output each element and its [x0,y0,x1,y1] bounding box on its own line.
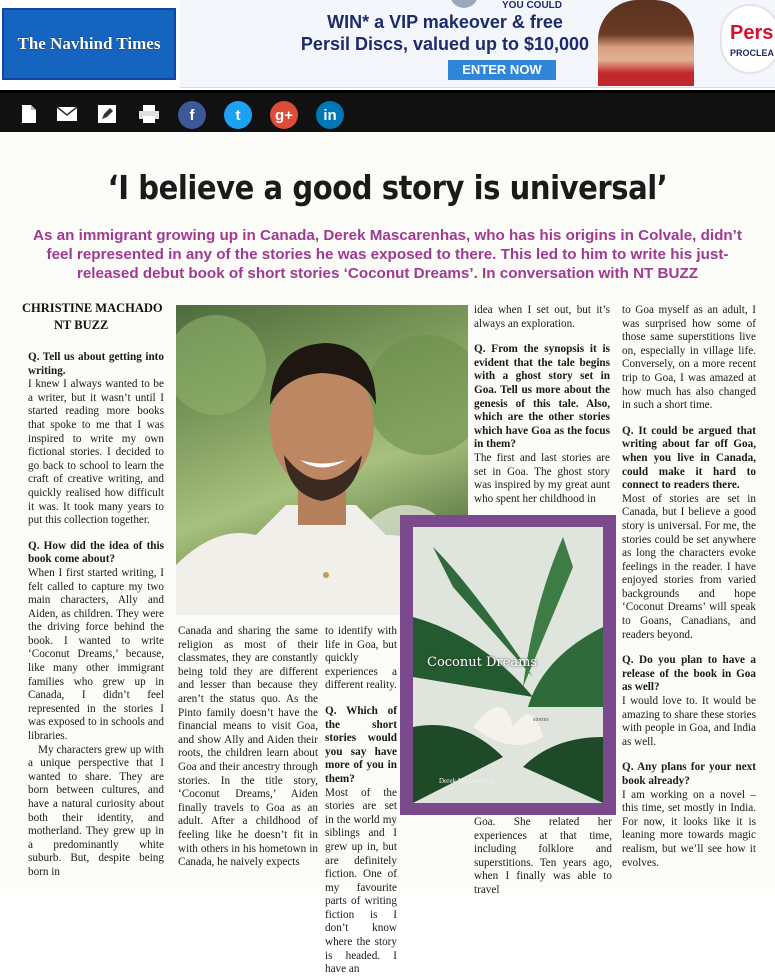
article-column-4 [474,304,610,506]
answer: My characters grew up with a unique perspective that I wanted to share. They are born between cultures, and have a natural curiosity about both their identity, and motherland. They grew up in a predominantly white suburb. But, despite being born in [28,743,164,878]
googleplus-share-button[interactable] [270,101,298,129]
article-column-2 [178,625,318,870]
linkedin-share-button[interactable] [316,101,344,129]
share-toolbar [0,90,775,132]
pencil-icon[interactable] [96,101,118,127]
linkedin-icon: in [323,106,337,124]
ad-headline-1: WIN* a VIP makeover & free [327,12,563,32]
answer: I knew I always wanted to be a writer, but it wasn’t until I started reading more books that spoke to me that I was inspired to write my own fictional stories. I decided to go back to school to learn the craft of creative writing, and quickly realised how difficult it was. It took many years to put this collection together. [28,378,164,527]
question: Q. How did the idea of this book come about? [28,539,164,566]
answer: to Goa myself as an adult, I was surprised how some of those same superstitions live on, especially in village life. Conversely, on a more recent trip to Goa, I was amazed at how much has also changed in such a short time. [622,304,756,412]
answer: I am working on a novel – this time, set mostly in India. For now, it looks like it is leaning more towards magic realism, but we’ll see how it evolves. [622,788,756,869]
twitter-icon: t [235,106,241,124]
question: Q. It could be argued that writing about far off Goa, when you live in Canada, could make it hard to connect to readers there. [622,424,756,492]
ad-brand-name: Pers [730,22,774,44]
answer: Most of the stories are set in the world my siblings and I grew up in, but are definitely fiction. One of my favourite parts of writing fiction is I don’t know where the story is headed. I have an [325,786,397,976]
byline [22,300,172,334]
mail-icon[interactable] [56,101,78,127]
advertisement[interactable] [180,0,775,88]
article-headline: ‘I believe a good story is universal’ [107,168,668,207]
byline-section: NT BUZZ [54,318,109,332]
newspaper-logo[interactable] [2,8,176,80]
twitter-share-button[interactable] [224,101,252,129]
question: Q. From the synopsis it is evident that the tale begins with a ghost story set in Goa. Tell us more about the genesis of this tale. Also, which are the other stories which have Goa as the focus in them? [474,343,610,451]
answer: The first and last stories are set in Goa. The ghost story was inspired by my great aunt who spent her childhood in [474,451,610,505]
book-label: stories [533,717,549,723]
answer: to identify with life in Goa, but quickly experiences a different reality. [325,625,397,692]
article-column-1 [28,351,164,880]
article-standfirst: As an immigrant growing up in Canada, Derek Mascarenhas, who has his origins in Colvale, didn’t feel represented in any of the stories he was exposed to there. This led to him to write his just-released debut book of short stories ‘Coconut Dreams’. In conversation with NT BUZZ [33,227,742,282]
book-cover-image [400,515,616,815]
ad-enter-button[interactable]: ENTER NOW [448,60,556,80]
print-icon[interactable] [138,101,160,127]
answer: idea when I set out, but it’s always an exploration. [474,304,610,330]
book-cover [413,527,603,803]
book-author: Derek Mascarenhas [439,777,495,785]
logo-text: The Navhind Times [17,34,161,53]
article-column-5 [622,304,756,870]
question: Q. Do you plan to have a release of the book in Goa as well? [622,654,756,694]
question: Q. Tell us about getting into writing. [28,351,164,377]
ad-model-image [598,0,694,86]
ad-kicker: YOU COULD [502,0,562,11]
facebook-icon: f [189,106,195,124]
ad-brand-tag: PROCLEA [730,48,775,58]
book-title: Coconut Dreams [427,655,538,670]
answer: When I first started writing, I felt called to capture my two main characters, Ally and Aiden, as children. They were the driving force behind the book. I wanted to write ‘Coconut Dreams,’ because, like many other immigrant families who grew up in Canada, I didn’t feel represented in the stories I was exposed to in schools and libraries. [28,566,164,743]
top-banner [0,0,775,90]
ad-brand-logo [720,4,775,74]
answer: I would love to. It would be amazing to share these stories with people in Goa, and India as well. [622,695,756,748]
page-icon[interactable] [18,101,40,127]
googleplus-icon: g+ [275,106,293,124]
answer: Most of stories are set in Canada, but I believe a good story is universal. For me, the stories could be set anywhere as long the characters evoke feelings in the reader. I have enjoyed stories from varied backgrounds and hope ‘Coconut Dreams’ will speak to Goans, Canadians, and readers beyond. [622,492,756,641]
question: Q. Any plans for your next book already? [622,761,756,787]
ad-badge-icon [450,0,478,8]
answer: Goa. She related her experiences at that time, including folklore and superstitions. Ten years ago, when I finally was able to travel [474,816,612,896]
answer: Canada and sharing the same religion as most of their classmates, they are constantly being told they are different and lesser than because they aren’t the status quo. As the Pinto family doesn’t have the financial means to visit Goa, and show Ally and Aiden their roots, the children learn about Goa and their ancestry through stories. In the title story, ‘Coconut Dreams,’ Aiden finally travels to Goa as an adult. After a childhood of feeling like he doesn’t fit in with others in his hometown in Canada, he naively expects [178,625,318,869]
article-column-3 [325,625,397,977]
ad-headline-2: Persil Discs, valued up to $10,000 [300,34,590,54]
byline-author: CHRISTINE MACHADO [22,301,163,315]
question: Q. Which of the short stories would you say have more of you in them? [325,704,397,785]
article-column-4-continued [474,816,612,898]
facebook-share-button[interactable] [178,101,206,129]
